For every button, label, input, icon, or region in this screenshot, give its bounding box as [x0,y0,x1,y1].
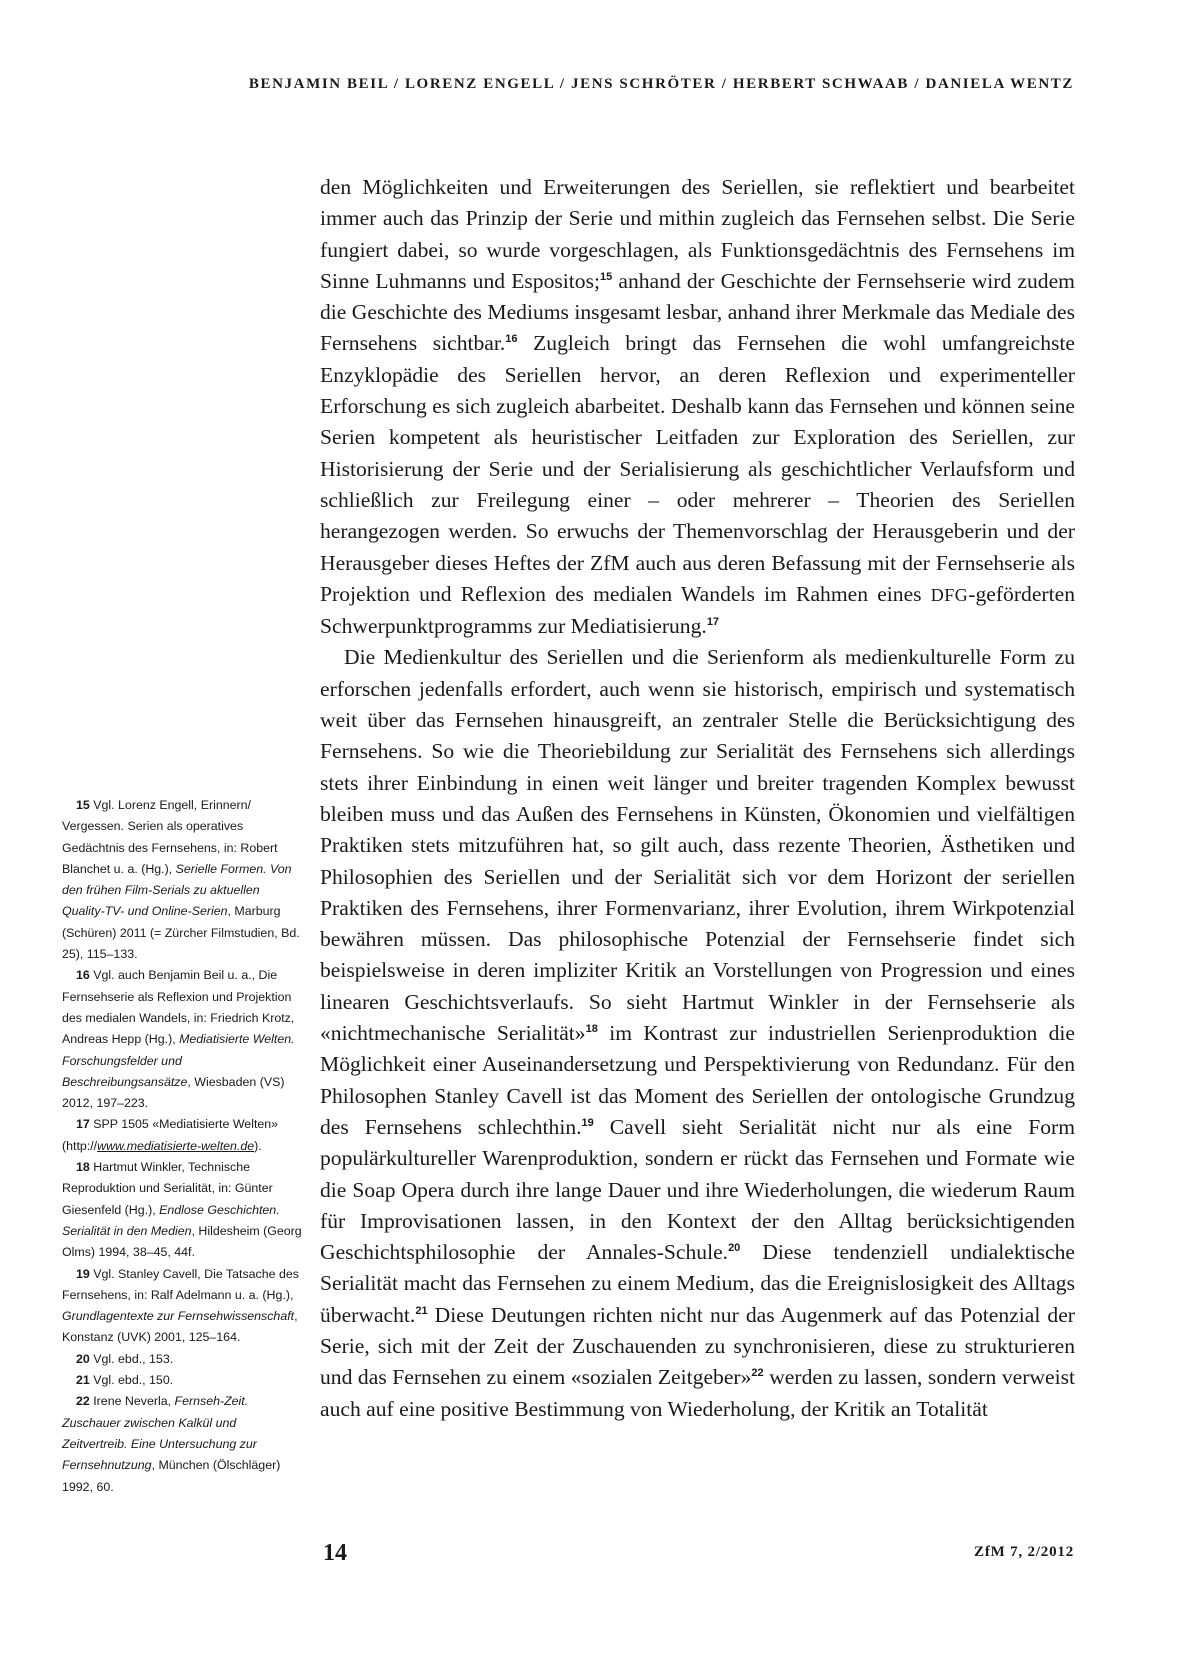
footnote-ref-22: 22 [751,1367,764,1380]
paragraph-2: Die Medienkultur des Seriellen und die Serienform als medienkulturelle Form zu erforschen jedenfalls erfordert, auch wenn sie historisch, empirisch und systematisch weit über das Fernsehen hinausgreift, an zentraler Stelle die Berücksichtigung des Fernsehens. So wie die Theoriebildung zur Serialität des Fernsehens sich allerdings stets ihrer Einbindung in einen weit länger und breiter tragenden Komplex bewusst bleiben muss und das Außen des Fernsehens in Künsten, Ökonomien und vielfältigen Praktiken stets mitzuführen hat, so gilt auch, dass rezente Theorien, Ästhetiken und Philosophien des Seriellen und der Serialität sich vor dem Horizont der seriellen Praktiken des Fernsehens, ihrer Formenvarianz, ihrer Evolution, ihrem Wirkpotenzial bewähren müssen. Das philosophische Potenzial der Fernsehserie findet sich beispielsweise in deren impliziter Kritik an Vorstellungen von Progression und eines linearen Geschichtsverlaufs. So sieht Hartmut Winkler in der Fernsehserie als «nichtmechanische Serialität»$^{18}$ im Kontrast zur industriellen Serienproduktion die Möglichkeit einer Auseinandersetzung und Perspektivierung von Redundanz. Für den Philosophen Stanley Cavell ist das Moment des Seriellen der ontologische Grundzug des Fernsehens schlechthin.$^{19}$ Cavell sieht Serialität nicht nur als eine Form populärkultureller Warenproduktion, sondern er rückt das Fernsehen und Formate wie die Soap Opera durch ihre lange Dauer und ihre Wiederholungen, die wiederum Raum für Improvisationen lassen, in den Kontext der den Alltag berücksichtigenden Geschichtsphilosophie der Annales-Schule.$^{20}$ Diese tendenziell undialektische Serialität macht das Fernsehen zu einem Medium, das die Ereignislosigkeit des Alltags überwacht.$^{21}$ Diese Deutungen richten nicht nur das Augenmerk auf das Potenzial der Serie, sich mit der Zeit der Zuschauenden zu synchronisieren, diese zu strukturieren und das Fernsehen zu einem «sozialen Zeitgeber»$^{22}$ werden zu lassen, sondern verweist auch auf eine positive Bestimmung von Wiederholung, der Kritik an Totalität [320,645,1075,1421]
main-text [320,172,1075,1425]
footnote-15: 15 Vgl. Lorenz Engell, Erinnern/ Vergessen. Serien als operatives Gedächtnis des Fernsehens, in: Robert Blanchet u. a. (Hg.), Serielle Formen. Von den frühen Film-Serials zu aktuellen Quality-TV- und Online-Serien, Marburg (Schüren) 2011 (= Zürcher Filmstudien, Bd. 25), 115–133. [62,798,300,962]
footnote-17: 17 SPP 1505 «Mediatisierte Welten» (http://www.mediatisierte-welten.de). [62,1117,279,1153]
page-number: 14 [323,1540,347,1566]
footnote-20: 20 Vgl. ebd., 153. [76,1351,174,1366]
footnote-link[interactable]: www.mediatisierte-welten.de [97,1138,255,1153]
paragraph-1: den Möglichkeiten und Erweiterungen des Seriellen, sie reflektiert und bearbeitet immer auch das Prinzip der Serie und mithin zugleich das Fernsehen selbst. Die Serie fungiert dabei, so wurde vorgeschlagen, als Funktionsgedächtnis des Fernsehens im Sinne Luhmanns und Espositos;$^{15}$ anhand der Geschichte der Fernsehserie wird zudem die Geschichte des Mediums insgesamt lesbar, anhand ihrer Merkmale das Mediale des Fernsehens sichtbar.$^{16}$ Zugleich bringt das Fernsehen die wohl umfangreichste Enzyklopädie des Seriellen hervor, an deren Reflexion und experimenteller Erforschung es sich zugleich abarbeitet. Deshalb kann das Fernsehen und können seine Serien kompetent als heuristischer Leitfaden zur Exploration des Seriellen, zur Historisierung der Serie und der Serialisierung als geschichtlicher Verlaufsform und schließlich zur Freilegung einer – oder mehrerer – Theorien des Seriellen herangezogen werden. So erwuchs der Themenvorschlag der Herausgeberin und der Herausgeber dieses Heftes der ZfM auch aus deren Befassung mit der Fernsehserie als Projektion und Reflexion des medialen Wandels im Rahmen eines DFG-geförderten Schwerpunktprogramms zur Mediatisierung.$^{17}$ [320,175,1075,639]
footnote-18: 18 Hartmut Winkler, Technische Reproduktion und Serialität, in: Günter Giesenfeld (Hg.), Endlose Geschichten. Serialität in den Medien, Hildesheim (Georg Olms) 1994, 38–45, 44f. [62,1160,302,1260]
footnote-ref-20: 20 [728,1241,741,1254]
footnote-ref-21: 21 [415,1304,428,1317]
dfg-abbrev: DFG [930,584,969,605]
footnote-19: 19 Vgl. Stanley Cavell, Die Tatsache des Fernsehens, in: Ralf Adelmann u. a. (Hg.), Grundlagentexte zur Fernsehwissenschaft, Konstanz (UVK) 2001, 125–164. [62,1266,299,1345]
footnote-16: 16 Vgl. auch Benjamin Beil u. a., Die Fernsehserie als Reflexion und Projektion des medialen Wandels, in: Friedrich Krotz, Andreas Hepp (Hg.), Mediatisierte Welten. Forschungsfelder und Beschreibungsansätze, Wiesbaden (VS) 2012, 197–223. [62,968,295,1111]
footnote-ref-17: 17 [706,615,720,628]
footnote-ref-19: 19 [581,1116,594,1129]
journal-reference: ZfM 7, 2/2012 [974,1544,1074,1560]
footnotes [62,795,302,1498]
footnote-22: 22 Irene Neverla, Fernseh-Zeit. Zuschauer zwischen Kalkül und Zeitvertreib. Eine Untersuchung zur Fernsehnutzung, München (Ölschläger) 1992, 60. [62,1394,281,1494]
footnote-21: 21 Vgl. ebd., 150. [76,1373,174,1388]
running-header: BENJAMIN BEIL / LORENZ ENGELL / JENS SCHRÖTER / HERBERT SCHWAAB / DANIELA WENTZ [248,76,1074,92]
footnote-ref-18: 18 [585,1022,598,1035]
footnote-ref-15: 15 [599,270,613,283]
footnote-ref-16: 16 [505,333,518,346]
